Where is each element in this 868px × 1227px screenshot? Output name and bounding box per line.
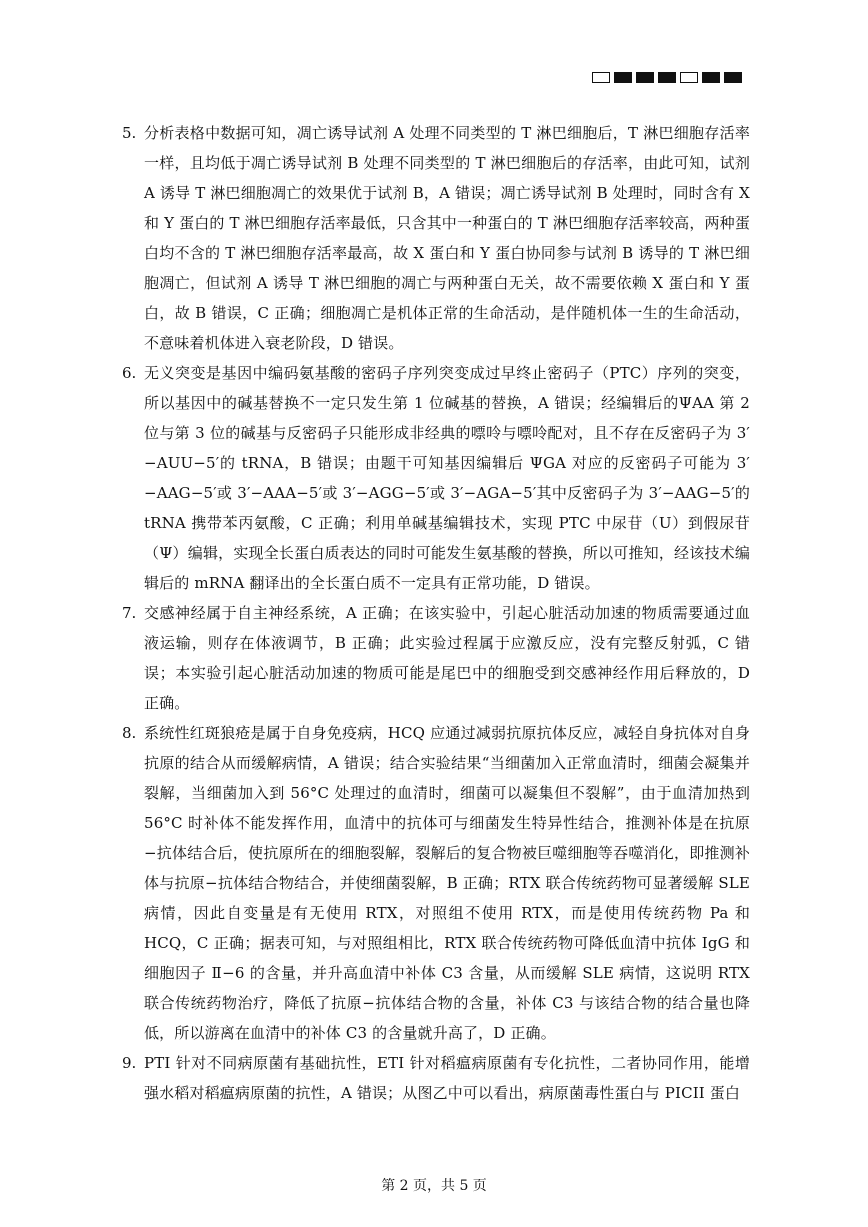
item-text: PTI 针对不同病原菌有基础抗性，ETI 针对稻瘟病原菌有专化抗性，二者协同作用，能增强水稻对稻瘟病原菌的抗性，A 错误；从图乙中可以看出，病原菌毒性蛋白与 PICII 蛋白 bbox=[144, 1054, 750, 1102]
header-mark-filled bbox=[636, 72, 654, 83]
header-mark-filled bbox=[702, 72, 720, 83]
item-number: 5. bbox=[122, 124, 137, 142]
answer-item-8 bbox=[122, 718, 750, 1048]
answer-item-7 bbox=[122, 598, 750, 718]
item-text: 系统性红斑狼疮是属于自身免疫病，HCQ 应通过减弱抗原抗体反应，减轻自身抗体对自身抗原的结合从而缓解病情，A 错误；结合实验结果“当细菌加入正常血清时，细菌会凝集并裂解，当细菌加入到 56°C 处理过的血清时，细菌可以凝集但不裂解”，由于血清加热到 56°C 时补体不能发挥作用，血清中的抗体可与细菌发生特异性结合，推测补体是在抗原−抗体结合后，使抗原所在的细胞裂解，裂解后的复合物被巨噬细胞等吞噬消化，即推测补体与抗原−抗体结合物结合，并使细菌裂解，B 正确；RTX 联合传统药物可显著缓解 SLE 病情，因此自变量是有无使用 RTX，对照组不使用 RTX，而是使用传统药物 Pa 和 HCQ，C 正确；据表可知，与对照组相比，RTX 联合传统药物可降低血清中抗体 IgG 和细胞因子 Ⅱ−6 的含量，并升高血清中补体 C3 含量，从而缓解 SLE 病情，这说明 RTX 联合传统药物治疗，降低了抗原−抗体结合物的含量，补体 C3 与该结合物的结合量也降低，所以游离在血清中的补体 C3 的含量就升高了，D 正确。 bbox=[144, 724, 750, 1042]
header-mark-hollow bbox=[592, 72, 610, 83]
item-number: 9. bbox=[122, 1054, 137, 1072]
header-marks bbox=[592, 72, 742, 83]
answer-item-9 bbox=[122, 1048, 750, 1108]
item-text: 分析表格中数据可知，凋亡诱导试剂 A 处理不同类型的 T 淋巴细胞后，T 淋巴细胞存活率一样，且均低于凋亡诱导试剂 B 处理不同类型的 T 淋巴细胞后的存活率，由此可知，试剂 A 诱导 T 淋巴细胞凋亡的效果优于试剂 B，A 错误；凋亡诱导试剂 B 处理时，同时含有 X 和 Y 蛋白的 T 淋巴细胞存活率最低，只含其中一种蛋白的 T 淋巴细胞存活率较高，两种蛋白均不含的 T 淋巴细胞存活率最高，故 X 蛋白和 Y 蛋白协同参与试剂 B 诱导的 T 淋巴细胞凋亡，但试剂 A 诱导 T 淋巴细胞的凋亡与两种蛋白无关，故不需要依赖 X 蛋白和 Y 蛋白，故 B 错误，C 正确；细胞凋亡是机体正常的生命活动，是伴随机体一生的生命活动，不意味着机体进入衰老阶段，D 错误。 bbox=[144, 124, 750, 352]
header-mark-filled bbox=[724, 72, 742, 83]
header-mark-hollow bbox=[680, 72, 698, 83]
answer-item-5 bbox=[122, 118, 750, 358]
item-number: 6. bbox=[122, 364, 137, 382]
header-mark-filled bbox=[658, 72, 676, 83]
item-number: 8. bbox=[122, 724, 137, 742]
item-text: 无义突变是基因中编码氨基酸的密码子序列突变成过早终止密码子（PTC）序列的突变，所以基因中的碱基替换不一定只发生第 1 位碱基的替换，A 错误；经编辑后的ΨAA 第 2 位与第 3 位的碱基与反密码子只能形成非经典的嘌呤与嘌呤配对，且不存在反密码子为 3′−AUU−5′的 tRNA，B 错误；由题干可知基因编辑后 ΨGA 对应的反密码子可能为 3′−AAG−5′或 3′−AAA−5′或 3′−AGG−5′或 3′−AGA−5′其中反密码子为 3′−AAG−5′的 tRNA 携带苯丙氨酸，C 正确；利用单碱基编辑技术，实现 PTC 中尿苷（U）到假尿苷（Ψ）编辑，实现全长蛋白质表达的同时可能发生氨基酸的替换，所以可推知，经该技术编辑后的 mRNA 翻译出的全长蛋白质不一定具有正常功能，D 错误。 bbox=[144, 364, 750, 592]
item-text: 交感神经属于自主神经系统，A 正确；在该实验中，引起心脏活动加速的物质需要通过血液运输，则存在体液调节，B 正确；此实验过程属于应激反应，没有完整反射弧，C 错误；本实验引起心脏活动加速的物质可能是尾巴中的细胞受到交感神经作用后释放的，D 正确。 bbox=[144, 604, 750, 712]
answer-explanations bbox=[122, 118, 750, 1108]
answer-item-6 bbox=[122, 358, 750, 598]
item-number: 7. bbox=[122, 604, 137, 622]
header-mark-filled bbox=[614, 72, 632, 83]
page-number: 第 2 页，共 5 页 bbox=[381, 1178, 487, 1194]
